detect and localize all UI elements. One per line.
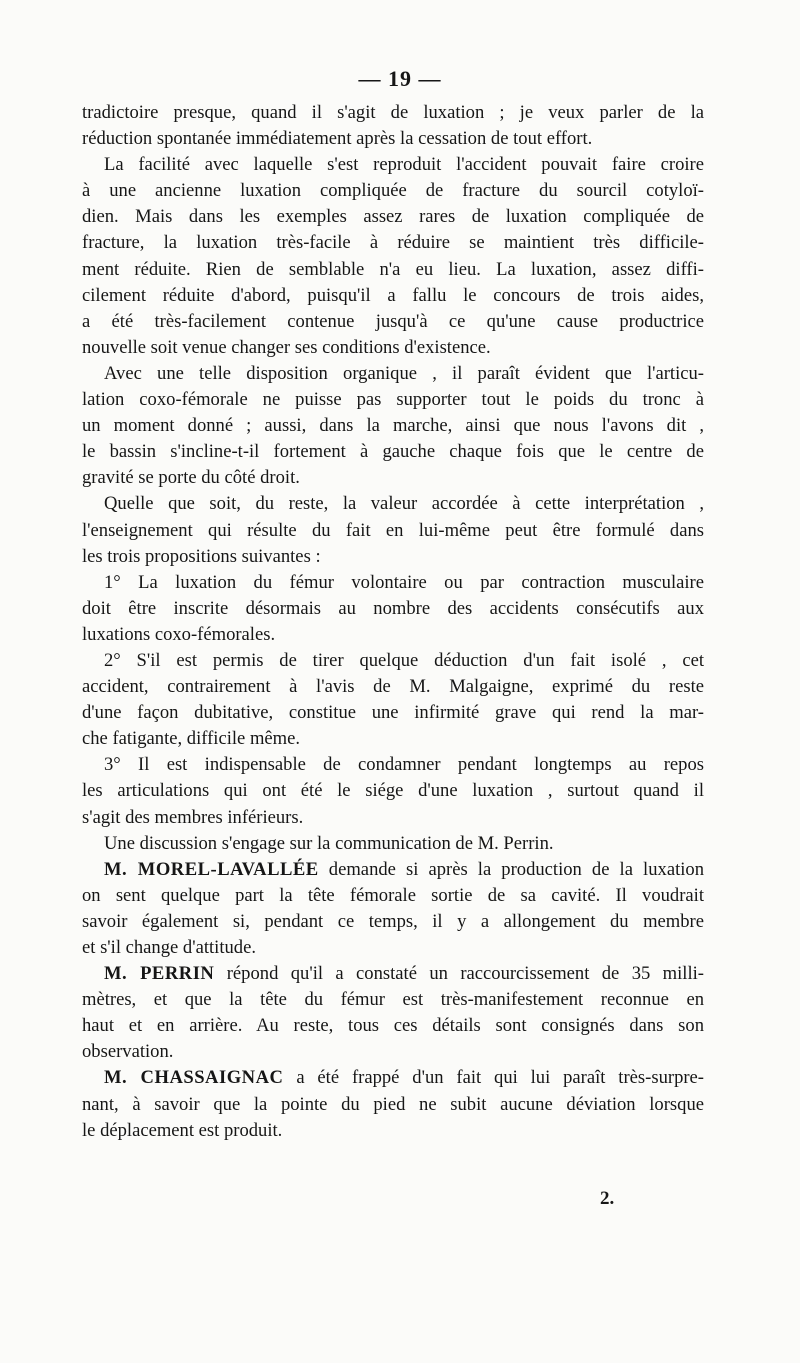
- text-line: gravité se porte du côté droit.: [82, 467, 300, 489]
- text-line: les trois propositions suivantes :: [82, 545, 321, 567]
- text-line: observation.: [82, 1041, 174, 1063]
- text-line: [82, 857, 704, 883]
- speaker-name: M. CHASSAIGNAC: [104, 1067, 284, 1089]
- text-line: on sent quelque part la tête fémorale sortie de sa cavité. Il voudrait: [82, 884, 704, 906]
- text-line: et s'il change d'attitude.: [82, 937, 256, 958]
- text-line: haut et en arrière. Au reste, tous ces détails sont consignés dans son: [82, 1015, 704, 1037]
- text-line: s'agit des membres inférieurs.: [82, 806, 304, 828]
- speaker-text: demande si après la production de la luxation: [318, 858, 704, 880]
- page-number: — 19 —: [358, 66, 442, 91]
- text-line: La facilité avec laquelle s'est reproduit l'accident pouvait faire croire: [104, 154, 704, 176]
- text-line: 1° La luxation du fémur volontaire ou par contraction musculaire: [104, 571, 704, 593]
- text-line: fracture, la luxation très-facile à réduire se maintient très difficile-: [82, 232, 704, 254]
- text-line: [82, 1065, 704, 1091]
- text-line: dien. Mais dans les exemples assez rares de luxation compliquée de: [82, 206, 704, 228]
- text-line: réduction spontanée immédiatement après la cessation de tout effort.: [82, 128, 593, 150]
- text-line: lation coxo-fémorale ne puisse pas supporter tout le poids du tronc à: [82, 389, 704, 411]
- text-line: nant, à savoir que la pointe du pied ne subit aucune déviation lorsque: [82, 1093, 704, 1115]
- text-line: un moment donné ; aussi, dans la marche, ainsi que nous l'avons dit ,: [82, 415, 704, 437]
- text-line: 3° Il est indispensable de condamner pendant longtemps au repos: [104, 754, 704, 776]
- text-line: Avec une telle disposition organique , il paraît évident que l'articu-: [104, 362, 704, 384]
- body-text: [82, 100, 704, 1144]
- text-line: accident, contrairement à l'avis de M. Malgaigne, exprimé du reste: [82, 676, 704, 698]
- text-line: luxations coxo-fémorales.: [82, 623, 276, 645]
- signature-mark: 2.: [600, 1188, 615, 1209]
- text-line: savoir également si, pendant ce temps, il y a allongement du membre: [82, 910, 704, 932]
- text-line: ment réduite. Rien de semblable n'a eu lieu. La luxation, assez diffi-: [82, 258, 704, 280]
- speaker-text: a été frappé d'un fait qui lui paraît très-surpre-: [283, 1067, 704, 1089]
- text-line: nouvelle soit venue changer ses conditions d'existence.: [82, 336, 491, 358]
- speaker-name: M. PERRIN: [104, 963, 215, 985]
- text-line: [82, 961, 704, 987]
- text-line: a été très-facilement contenue jusqu'à ce qu'une cause productrice: [82, 310, 704, 332]
- text-line: mètres, et que la tête du fémur est très-manifestement reconnue en: [82, 989, 704, 1011]
- text-line: che fatigante, difficile même.: [82, 728, 301, 750]
- text-line: les articulations qui ont été le siége d'une luxation , surtout quand il: [82, 780, 704, 802]
- text-line: tradictoire presque, quand il s'agit de luxation ; je veux parler de la: [82, 102, 704, 123]
- text-line: le déplacement est produit.: [82, 1119, 283, 1141]
- text-line: Quelle que soit, du reste, la valeur accordée à cette interprétation ,: [104, 493, 704, 515]
- speaker-name: M. MOREL-LAVALLÉE: [104, 858, 319, 880]
- speaker-text: répond qu'il a constaté un raccourcissement de 35 milli-: [214, 963, 704, 985]
- text-line: doit être inscrite désormais au nombre des accidents consécutifs aux: [82, 597, 704, 619]
- text-line: à une ancienne luxation compliquée de fracture du sourcil cotyloï-: [82, 180, 704, 202]
- text-line: 2° S'il est permis de tirer quelque déduction d'un fait isolé , cet: [104, 649, 704, 671]
- text-line: l'enseignement qui résulte du fait en lui-même peut être formulé dans: [82, 519, 704, 541]
- text-line: le bassin s'incline-t-il fortement à gauche chaque fois que le centre de: [82, 441, 704, 463]
- text-line: cilement réduite d'abord, puisqu'il a fallu le concours de trois aides,: [82, 284, 704, 306]
- text-line: d'une façon dubitative, constitue une infirmité grave qui rend la mar-: [82, 702, 704, 724]
- text-line: Une discussion s'engage sur la communication de M. Perrin.: [104, 832, 554, 854]
